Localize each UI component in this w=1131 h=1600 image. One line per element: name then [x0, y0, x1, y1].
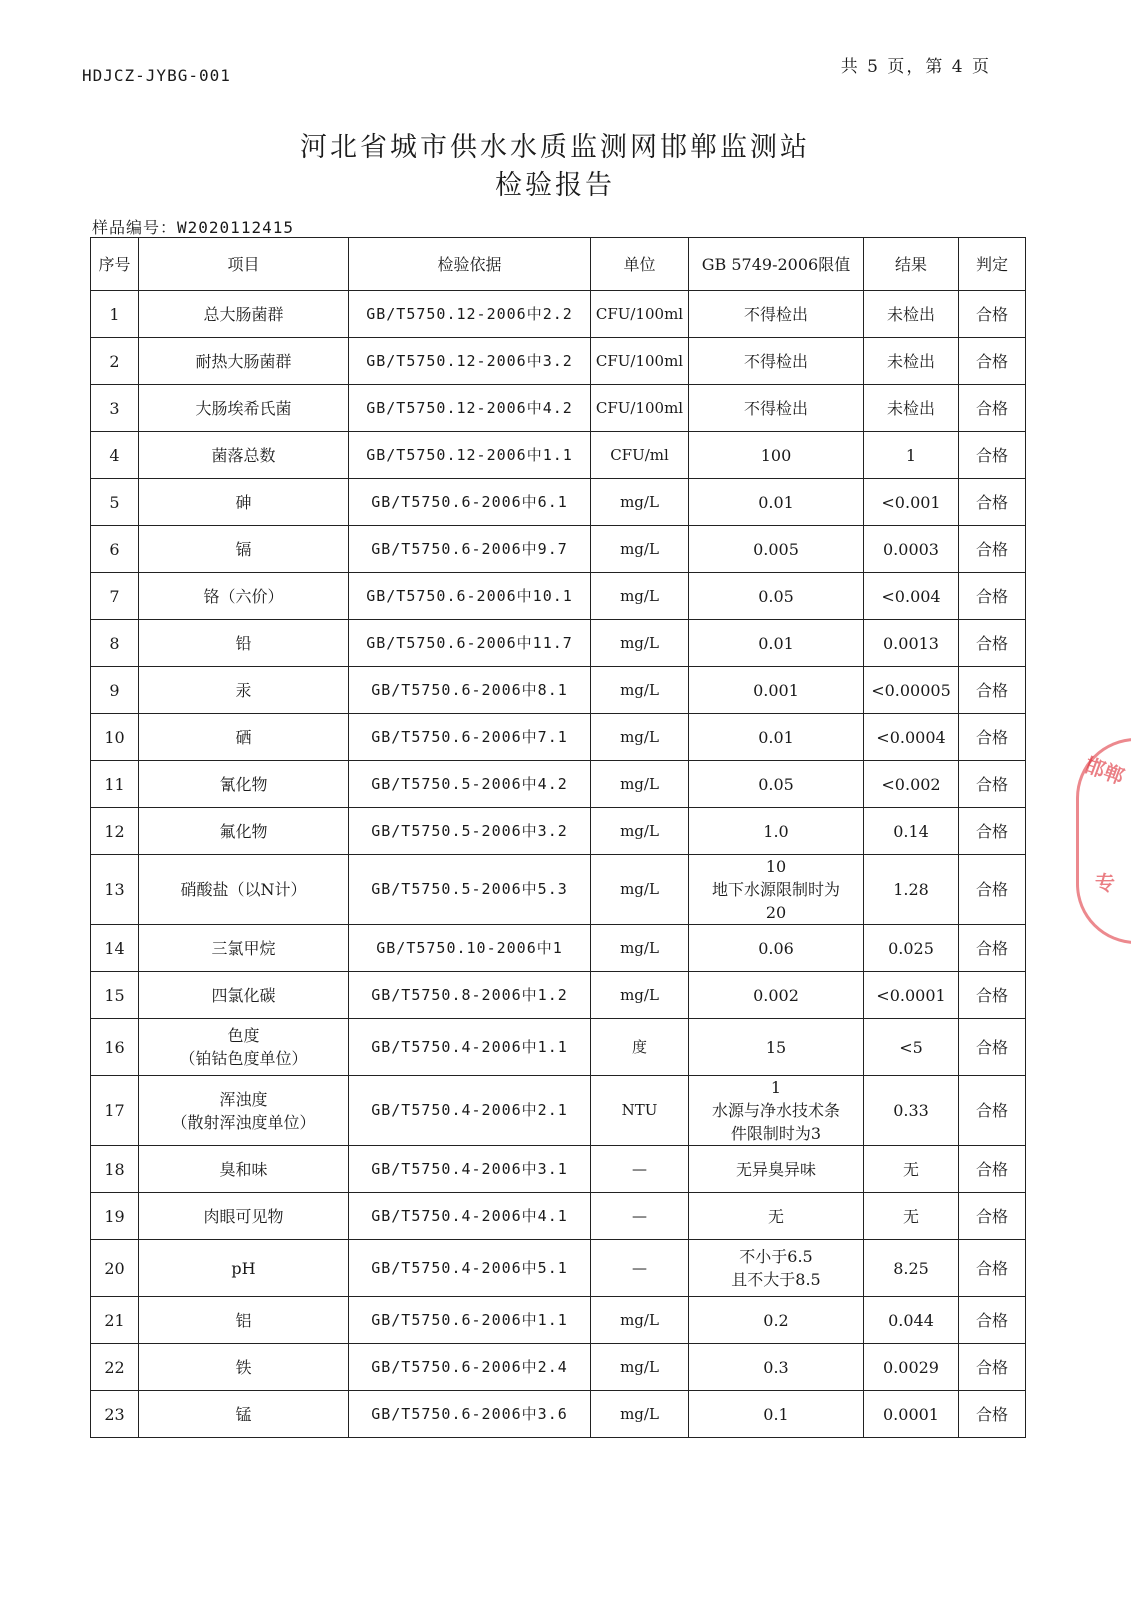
row-limit: 无异臭异味: [689, 1146, 864, 1193]
row-verdict: 合格: [959, 526, 1026, 573]
row-limit: [689, 1240, 864, 1297]
red-seal-stamp: [1076, 738, 1131, 944]
row-item-line: （散射浑浊度单位）: [171, 1112, 316, 1132]
row-index: 21: [91, 1297, 139, 1344]
row-basis: GB/T5750.12-2006中3.2: [349, 338, 591, 385]
header-limit: GB 5749-2006限值: [689, 238, 864, 291]
row-limit: 0.1: [689, 1391, 864, 1438]
row-basis: GB/T5750.6-2006中11.7: [349, 620, 591, 667]
row-index: 2: [91, 338, 139, 385]
row-limit: 不得检出: [689, 385, 864, 432]
row-basis: GB/T5750.12-2006中1.1: [349, 432, 591, 479]
row-item: [139, 1076, 349, 1146]
table-row: [91, 479, 1026, 526]
row-basis: GB/T5750.8-2006中1.2: [349, 972, 591, 1019]
row-basis: GB/T5750.6-2006中3.6: [349, 1391, 591, 1438]
row-limit: 0.01: [689, 479, 864, 526]
row-index: 9: [91, 667, 139, 714]
row-verdict: 合格: [959, 620, 1026, 667]
row-basis: GB/T5750.10-2006中1: [349, 925, 591, 972]
row-index: 15: [91, 972, 139, 1019]
table-row: [91, 714, 1026, 761]
row-basis: GB/T5750.4-2006中3.1: [349, 1146, 591, 1193]
row-item: pH: [139, 1240, 349, 1297]
row-basis: GB/T5750.6-2006中9.7: [349, 526, 591, 573]
table-row: [91, 1193, 1026, 1240]
row-verdict: 合格: [959, 291, 1026, 338]
report-subtitle: 检验报告: [495, 170, 615, 201]
row-unit: mg/L: [591, 1344, 689, 1391]
row-item: 镉: [139, 526, 349, 573]
document-code: HDJCZ-JYBG-001: [82, 66, 231, 85]
row-index: 13: [91, 855, 139, 925]
row-index: 6: [91, 526, 139, 573]
row-unit: mg/L: [591, 714, 689, 761]
table-row: [91, 925, 1026, 972]
row-basis: GB/T5750.6-2006中1.1: [349, 1297, 591, 1344]
row-item: 三氯甲烷: [139, 925, 349, 972]
row-basis: GB/T5750.5-2006中4.2: [349, 761, 591, 808]
row-result: <0.00005: [864, 667, 959, 714]
row-result: <5: [864, 1019, 959, 1076]
row-basis: GB/T5750.6-2006中2.4: [349, 1344, 591, 1391]
page-indicator: 共 5 页，第 4 页: [840, 57, 991, 77]
table-row: [91, 338, 1026, 385]
row-limit: [689, 855, 864, 925]
row-limit: 不得检出: [689, 291, 864, 338]
row-item: 铅: [139, 620, 349, 667]
row-result: <0.002: [864, 761, 959, 808]
table-row: [91, 526, 1026, 573]
row-unit: mg/L: [591, 479, 689, 526]
table-row: [91, 1297, 1026, 1344]
sample-number-label: 样品编号：: [92, 218, 178, 237]
row-limit: 0.01: [689, 620, 864, 667]
row-item: 砷: [139, 479, 349, 526]
row-item: 氟化物: [139, 808, 349, 855]
row-verdict: 合格: [959, 714, 1026, 761]
row-limit: 0.005: [689, 526, 864, 573]
row-verdict: 合格: [959, 1193, 1026, 1240]
row-item: 总大肠菌群: [139, 291, 349, 338]
row-limit: 无: [689, 1193, 864, 1240]
table-row: [91, 972, 1026, 1019]
row-item: 汞: [139, 667, 349, 714]
row-item: 锰: [139, 1391, 349, 1438]
table-row: [91, 1391, 1026, 1438]
row-item: 铬（六价）: [139, 573, 349, 620]
row-result: 8.25: [864, 1240, 959, 1297]
row-item: 氰化物: [139, 761, 349, 808]
inspection-table: [90, 237, 1026, 1438]
row-unit: mg/L: [591, 1297, 689, 1344]
row-limit: 0.05: [689, 573, 864, 620]
row-item: 硒: [139, 714, 349, 761]
row-limit: [689, 1076, 864, 1146]
table-row: [91, 291, 1026, 338]
header-basis: 检验依据: [349, 238, 591, 291]
row-unit: CFU/100ml: [591, 338, 689, 385]
row-item: 铝: [139, 1297, 349, 1344]
row-result: 0.025: [864, 925, 959, 972]
row-limit: 0.06: [689, 925, 864, 972]
row-verdict: 合格: [959, 1297, 1026, 1344]
table-row: [91, 1344, 1026, 1391]
row-basis: GB/T5750.4-2006中4.1: [349, 1193, 591, 1240]
row-item: 菌落总数: [139, 432, 349, 479]
row-result: 0.33: [864, 1076, 959, 1146]
row-result: <0.004: [864, 573, 959, 620]
row-verdict: 合格: [959, 855, 1026, 925]
row-index: 18: [91, 1146, 139, 1193]
row-verdict: 合格: [959, 573, 1026, 620]
header-unit: 单位: [591, 238, 689, 291]
row-unit: —: [591, 1146, 689, 1193]
table-row: [91, 620, 1026, 667]
row-result: 未检出: [864, 338, 959, 385]
row-limit-line: 且不大于8.5: [731, 1270, 821, 1289]
table-row: [91, 1240, 1026, 1297]
row-verdict: 合格: [959, 1146, 1026, 1193]
row-unit: CFU/100ml: [591, 291, 689, 338]
row-verdict: 合格: [959, 1344, 1026, 1391]
row-result: 0.0013: [864, 620, 959, 667]
table-row: [91, 855, 1026, 925]
row-result: 0.0003: [864, 526, 959, 573]
row-item: [139, 1019, 349, 1076]
row-limit: 0.01: [689, 714, 864, 761]
row-basis: GB/T5750.6-2006中7.1: [349, 714, 591, 761]
row-unit: mg/L: [591, 667, 689, 714]
row-limit-line: 地下水源限制时为: [711, 880, 840, 899]
row-item: 耐热大肠菌群: [139, 338, 349, 385]
row-index: 7: [91, 573, 139, 620]
row-item: 铁: [139, 1344, 349, 1391]
row-limit: 不得检出: [689, 338, 864, 385]
row-index: 16: [91, 1019, 139, 1076]
table-row: [91, 761, 1026, 808]
row-index: 10: [91, 714, 139, 761]
row-verdict: 合格: [959, 1391, 1026, 1438]
row-verdict: 合格: [959, 761, 1026, 808]
row-basis: GB/T5750.12-2006中4.2: [349, 385, 591, 432]
sample-number-line: [92, 215, 294, 238]
row-unit: mg/L: [591, 573, 689, 620]
row-limit-line: 10: [765, 857, 787, 876]
sample-number: W2020112415: [177, 218, 294, 237]
row-limit-line: 20: [765, 903, 787, 922]
row-index: 4: [91, 432, 139, 479]
row-index: 1: [91, 291, 139, 338]
row-result: 0.0001: [864, 1391, 959, 1438]
row-verdict: 合格: [959, 1240, 1026, 1297]
row-index: 5: [91, 479, 139, 526]
row-verdict: 合格: [959, 1076, 1026, 1146]
row-item-line: （铂钴色度单位）: [179, 1049, 308, 1068]
seal-text-1: 邯郸: [1081, 752, 1128, 790]
row-result: 未检出: [864, 291, 959, 338]
row-verdict: 合格: [959, 1019, 1026, 1076]
row-limit: 1.0: [689, 808, 864, 855]
row-index: 17: [91, 1076, 139, 1146]
row-unit: mg/L: [591, 808, 689, 855]
row-unit: NTU: [591, 1076, 689, 1146]
row-verdict: 合格: [959, 338, 1026, 385]
row-unit: CFU/ml: [591, 432, 689, 479]
row-verdict: 合格: [959, 925, 1026, 972]
table-row: [91, 432, 1026, 479]
row-item: 肉眼可见物: [139, 1193, 349, 1240]
row-unit: mg/L: [591, 1391, 689, 1438]
row-result: 无: [864, 1193, 959, 1240]
row-verdict: 合格: [959, 385, 1026, 432]
header-index: 序号: [91, 238, 139, 291]
row-result: <0.0001: [864, 972, 959, 1019]
row-unit: —: [591, 1193, 689, 1240]
table-row: [91, 1146, 1026, 1193]
row-result: <0.0004: [864, 714, 959, 761]
row-unit: mg/L: [591, 620, 689, 667]
row-index: 3: [91, 385, 139, 432]
row-verdict: 合格: [959, 667, 1026, 714]
row-result: 0.0029: [864, 1344, 959, 1391]
row-item: 四氯化碳: [139, 972, 349, 1019]
row-item-line: 浑浊度: [219, 1089, 268, 1109]
row-index: 11: [91, 761, 139, 808]
table-row: [91, 1076, 1026, 1146]
row-verdict: 合格: [959, 432, 1026, 479]
row-index: 19: [91, 1193, 139, 1240]
row-basis: GB/T5750.5-2006中3.2: [349, 808, 591, 855]
row-index: 8: [91, 620, 139, 667]
row-index: 20: [91, 1240, 139, 1297]
row-limit: 15: [689, 1019, 864, 1076]
table-body: [91, 291, 1026, 1438]
row-unit: mg/L: [591, 855, 689, 925]
row-result: 无: [864, 1146, 959, 1193]
row-limit-line: 水源与净水技术条: [711, 1101, 840, 1120]
row-basis: GB/T5750.5-2006中5.3: [349, 855, 591, 925]
table-row: [91, 573, 1026, 620]
table-row: [91, 385, 1026, 432]
row-index: 22: [91, 1344, 139, 1391]
row-unit: mg/L: [591, 925, 689, 972]
row-limit: 0.2: [689, 1297, 864, 1344]
row-basis: GB/T5750.6-2006中10.1: [349, 573, 591, 620]
row-item: 硝酸盐（以N计）: [139, 855, 349, 925]
row-basis: GB/T5750.6-2006中8.1: [349, 667, 591, 714]
row-unit: mg/L: [591, 972, 689, 1019]
row-index: 23: [91, 1391, 139, 1438]
row-limit: 0.002: [689, 972, 864, 1019]
header-result: 结果: [864, 238, 959, 291]
row-limit: 0.05: [689, 761, 864, 808]
report-title: 河北省城市供水水质监测网邯郸监测站: [300, 132, 810, 163]
table-row: [91, 808, 1026, 855]
row-item: 大肠埃希氏菌: [139, 385, 349, 432]
row-result: 0.14: [864, 808, 959, 855]
row-limit: 0.3: [689, 1344, 864, 1391]
row-basis: GB/T5750.4-2006中2.1: [349, 1076, 591, 1146]
row-limit: 0.001: [689, 667, 864, 714]
header-item: 项目: [139, 238, 349, 291]
row-index: 12: [91, 808, 139, 855]
row-limit-line: 不小于6.5: [739, 1247, 813, 1266]
row-result: 未检出: [864, 385, 959, 432]
row-unit: mg/L: [591, 526, 689, 573]
row-limit-line: 件限制时为3: [730, 1124, 822, 1143]
row-item: 臭和味: [139, 1146, 349, 1193]
row-result: 1.28: [864, 855, 959, 925]
row-basis: GB/T5750.4-2006中1.1: [349, 1019, 591, 1076]
row-basis: GB/T5750.6-2006中6.1: [349, 479, 591, 526]
row-index: 14: [91, 925, 139, 972]
seal-text-2: 专: [1095, 871, 1115, 895]
row-result: <0.001: [864, 479, 959, 526]
row-result: 1: [864, 432, 959, 479]
row-result: 0.044: [864, 1297, 959, 1344]
row-basis: GB/T5750.4-2006中5.1: [349, 1240, 591, 1297]
row-item-line: 色度: [227, 1026, 260, 1045]
row-unit: —: [591, 1240, 689, 1297]
row-limit-line: 1: [770, 1078, 782, 1097]
table-header-row: [91, 238, 1026, 291]
row-unit: CFU/100ml: [591, 385, 689, 432]
row-unit: 度: [591, 1019, 689, 1076]
header-verdict: 判定: [959, 238, 1026, 291]
row-unit: mg/L: [591, 761, 689, 808]
row-verdict: 合格: [959, 479, 1026, 526]
table-row: [91, 667, 1026, 714]
row-verdict: 合格: [959, 972, 1026, 1019]
row-limit: 100: [689, 432, 864, 479]
row-verdict: 合格: [959, 808, 1026, 855]
row-basis: GB/T5750.12-2006中2.2: [349, 291, 591, 338]
table-row: [91, 1019, 1026, 1076]
